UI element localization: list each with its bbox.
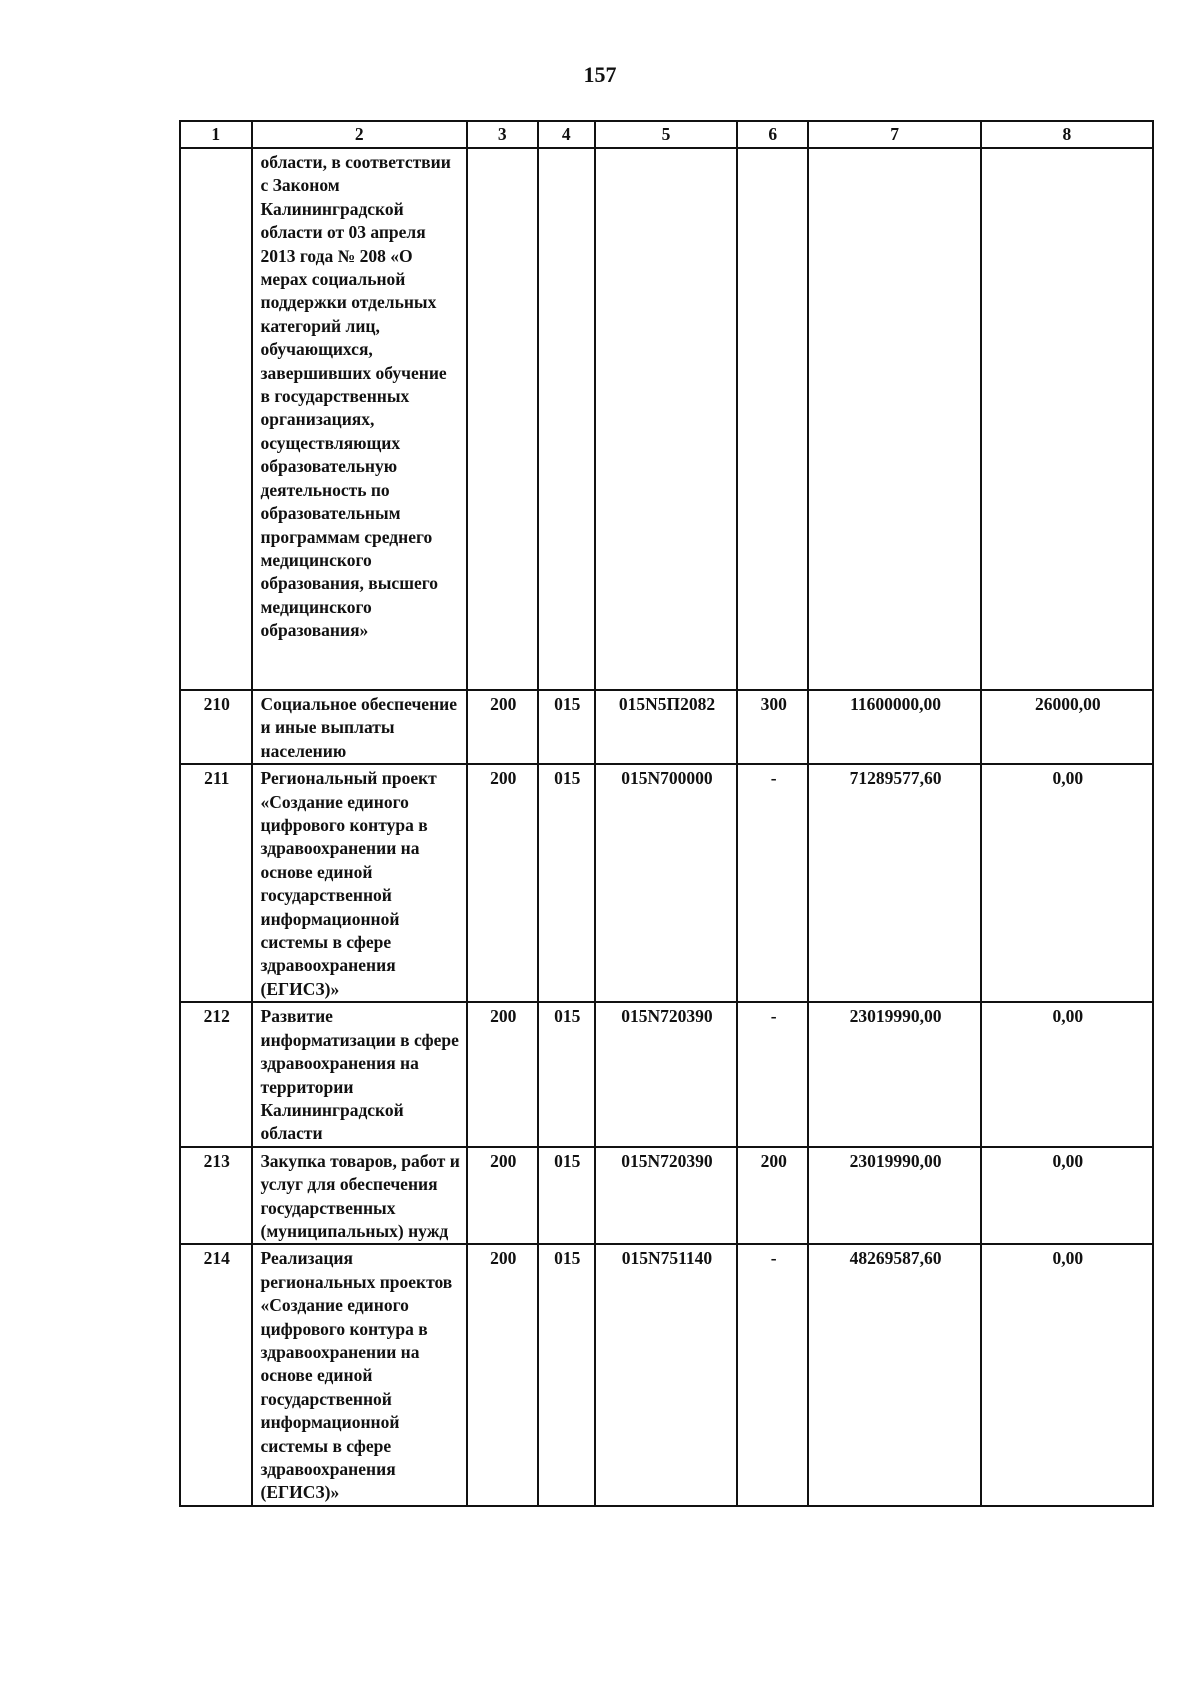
row-col-7 xyxy=(808,148,980,690)
row-col-3: 200 xyxy=(467,1002,538,1146)
table-row xyxy=(180,1002,1153,1146)
row-col-8: 0,00 xyxy=(981,1002,1153,1146)
header-col-7: 7 xyxy=(808,121,980,148)
table-row xyxy=(180,1147,1153,1245)
row-col-4: 015 xyxy=(538,1002,595,1146)
row-col-8 xyxy=(981,148,1153,690)
row-col-4: 015 xyxy=(538,764,595,1002)
row-col-6: 300 xyxy=(737,690,809,764)
row-number: 214 xyxy=(180,1244,252,1505)
row-col-8: 0,00 xyxy=(981,1147,1153,1245)
table-row-continuation xyxy=(180,148,1153,690)
header-col-3: 3 xyxy=(467,121,538,148)
row-number: 211 xyxy=(180,764,252,1002)
row-description: области, в соответствии с Законом Калининградской области от 03 апреля 2013 года № 208 «О мерах социальной поддержки отдельных категорий лиц, обучающихся, завершивших обучение в государственных организациях, осуществляющих образовательную деятельность по образовательным программам среднего медицинского образования, высшего медицинского образования» xyxy=(252,148,468,690)
row-description: Развитие информатизации в сфере здравоохранения на территории Калининградской области xyxy=(252,1002,468,1146)
row-col-3: 200 xyxy=(467,1244,538,1505)
row-col-7: 23019990,00 xyxy=(808,1147,980,1245)
row-col-7: 11600000,00 xyxy=(808,690,980,764)
row-col-6: - xyxy=(737,1002,809,1146)
row-col-8: 0,00 xyxy=(981,764,1153,1002)
row-col-8: 26000,00 xyxy=(981,690,1153,764)
row-col-7: 23019990,00 xyxy=(808,1002,980,1146)
row-col-5: 015N751140 xyxy=(595,1244,737,1505)
table-row xyxy=(180,1244,1153,1505)
row-description: Региональный проект «Создание единого цифрового контура в здравоохранении на основе единой государственной информационной системы в сфере здравоохранения (ЕГИСЗ)» xyxy=(252,764,468,1002)
row-description: Реализация региональных проектов «Создание единого цифрового контура в здравоохранении на основе единой государственной информационной системы в сфере здравоохранения (ЕГИСЗ)» xyxy=(252,1244,468,1505)
row-col-5 xyxy=(595,148,737,690)
header-row xyxy=(180,121,1153,148)
row-col-7: 71289577,60 xyxy=(808,764,980,1002)
row-col-3: 200 xyxy=(467,690,538,764)
table-row xyxy=(180,764,1153,1002)
row-col-3: 200 xyxy=(467,764,538,1002)
row-col-3: 200 xyxy=(467,1147,538,1245)
row-col-4 xyxy=(538,148,595,690)
row-col-6: - xyxy=(737,764,809,1002)
row-description: Закупка товаров, работ и услуг для обеспечения государственных (муниципальных) нужд xyxy=(252,1147,468,1245)
budget-table xyxy=(179,120,1154,1507)
header-col-4: 4 xyxy=(538,121,595,148)
row-description: Социальное обеспечение и иные выплаты населению xyxy=(252,690,468,764)
row-col-6: - xyxy=(737,1244,809,1505)
header-col-2: 2 xyxy=(252,121,468,148)
row-col-4: 015 xyxy=(538,1244,595,1505)
row-number: 212 xyxy=(180,1002,252,1146)
table-row xyxy=(180,690,1153,764)
row-col-7: 48269587,60 xyxy=(808,1244,980,1505)
row-col-5: 015N720390 xyxy=(595,1002,737,1146)
row-col-3 xyxy=(467,148,538,690)
header-col-8: 8 xyxy=(981,121,1153,148)
row-col-8: 0,00 xyxy=(981,1244,1153,1505)
row-col-4: 015 xyxy=(538,1147,595,1245)
row-number xyxy=(180,148,252,690)
row-col-4: 015 xyxy=(538,690,595,764)
row-number: 213 xyxy=(180,1147,252,1245)
row-col-6: 200 xyxy=(737,1147,809,1245)
header-col-6: 6 xyxy=(737,121,809,148)
page-number: 157 xyxy=(583,62,617,87)
row-number: 210 xyxy=(180,690,252,764)
header-col-5: 5 xyxy=(595,121,737,148)
row-col-6 xyxy=(737,148,809,690)
header-col-1: 1 xyxy=(180,121,252,148)
row-col-5: 015N720390 xyxy=(595,1147,737,1245)
row-col-5: 015N700000 xyxy=(595,764,737,1002)
row-col-5: 015N5П2082 xyxy=(595,690,737,764)
